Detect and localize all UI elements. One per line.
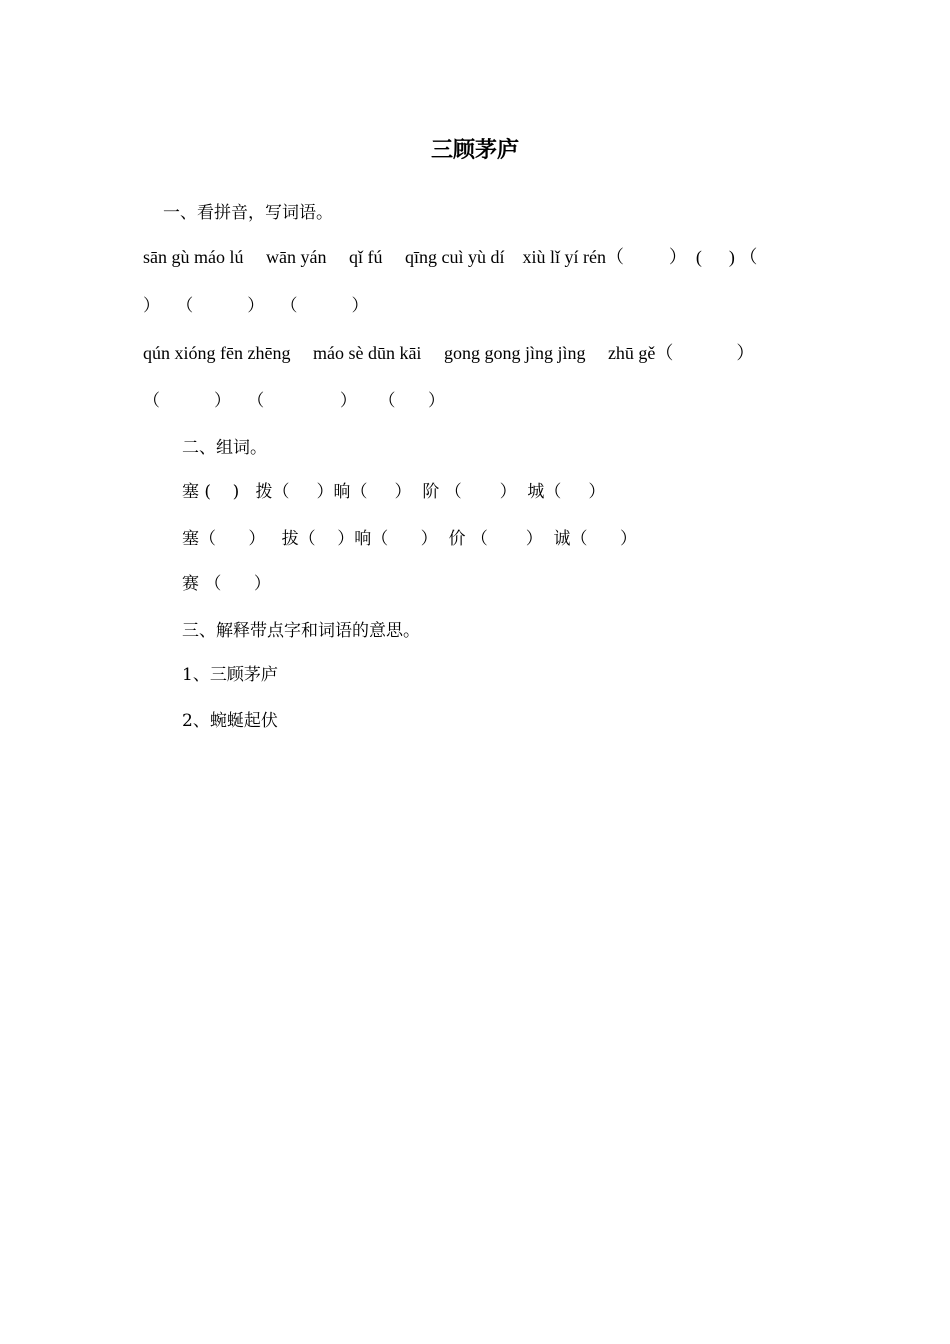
- word-group-row-2: 塞（ ） 拔（ ）响（ ） 价 （ ） 诚（ ）: [182, 529, 637, 549]
- section3-heading: 三、解释带点字和词语的意思。: [182, 621, 420, 641]
- section1-heading: 一、看拼音，写词语。: [163, 203, 333, 223]
- word-group-row-1: 塞 ( ) 拨（ ）晌（ ） 阶 （ ） 城（ ）: [182, 482, 606, 502]
- answer-row-1: ） （ ） （ ）: [143, 296, 369, 316]
- page-title: 三顾茅庐: [430, 137, 519, 163]
- word-group-row-3: 赛 （ ）: [182, 574, 271, 594]
- section2-heading: 二、组词。: [182, 438, 267, 458]
- pinyin-row-1: sān gù máo lú wān yán qǐ fú qīng cuì yù dí xiù lǐ yí rén（ ） ( ) （: [143, 247, 758, 267]
- pinyin-row-2: qún xióng fēn zhēng máo sè dūn kāi gong gong jìng jìng zhū gě（ ）: [143, 343, 755, 363]
- explain-item-2: 2、蜿蜒起伏: [182, 711, 278, 731]
- explain-item-1: 1、三顾茅庐: [182, 665, 278, 685]
- answer-row-2: （ ） （ ） （ ）: [143, 391, 445, 411]
